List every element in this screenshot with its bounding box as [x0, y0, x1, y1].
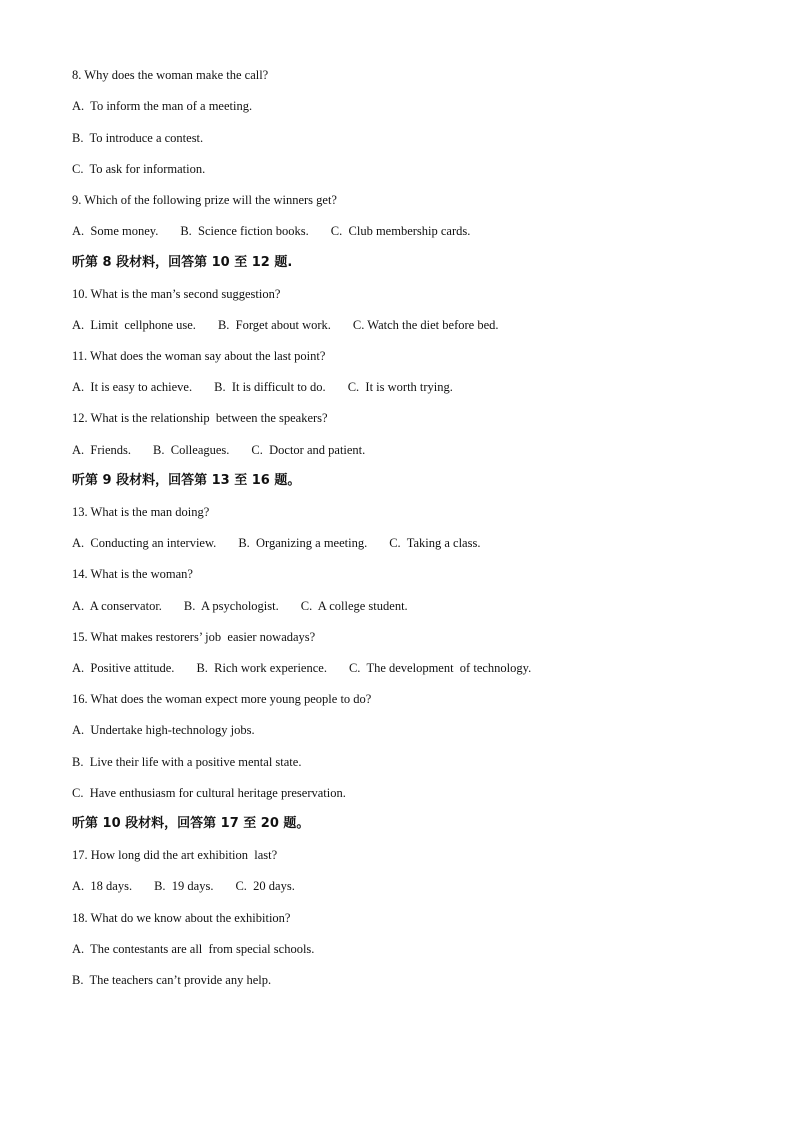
option-row: [72, 659, 531, 677]
option-row: [72, 316, 499, 334]
question-line: 13. What is the man doing?: [72, 505, 210, 519]
question-line: B. To introduce a contest.: [72, 131, 204, 145]
option-text: B. It is difficult to do.: [214, 380, 326, 394]
option-text: B. Organizing a meeting.: [238, 536, 368, 550]
option-text: A. Conducting an interview.: [72, 536, 217, 550]
option-text: B. Science fiction books.: [180, 224, 309, 238]
section-heading: 听第 8 段材料，回答第 10 至 12 题.: [72, 255, 293, 270]
question-line: 11. What does the woman say about the last point?: [72, 349, 326, 363]
option-text: B. Forget about work.: [217, 318, 331, 332]
option-row: [72, 597, 408, 615]
option-row: [72, 222, 470, 240]
question-line: C. To ask for information.: [72, 162, 206, 176]
option-text: B. 19 days.: [154, 879, 214, 893]
question-line: 14. What is the woman?: [72, 567, 193, 581]
option-text: C. Taking a class.: [389, 536, 481, 550]
question-line: 15. What makes restorers’ job easier nowadays?: [72, 630, 316, 644]
option-text: B. Rich work experience.: [196, 661, 327, 675]
option-text: C. 20 days.: [235, 879, 295, 893]
option-row: [72, 441, 365, 459]
option-text: B. Colleagues.: [153, 443, 230, 457]
question-line: 9. Which of the following prize will the winners get?: [72, 193, 337, 207]
question-line: B. The teachers can’t provide any help.: [72, 973, 272, 987]
question-line: 10. What is the man’s second suggestion?: [72, 287, 281, 301]
section-heading: 听第 10 段材料，回答第 17 至 20 题。: [72, 816, 310, 831]
option-text: C. Watch the diet before bed.: [352, 318, 499, 332]
option-row: [72, 378, 453, 396]
option-text: A. It is easy to achieve.: [72, 380, 193, 394]
option-text: A. Positive attitude.: [72, 661, 175, 675]
question-line: C. Have enthusiasm for cultural heritage preservation.: [72, 786, 346, 800]
question-line: 17. How long did the art exhibition last?: [72, 848, 278, 862]
question-line: A. The contestants are all from special schools.: [72, 942, 315, 956]
option-row: [72, 877, 295, 895]
option-text: A. Friends.: [72, 443, 132, 457]
option-text: A. Some money.: [72, 224, 159, 238]
question-line: 18. What do we know about the exhibition?: [72, 911, 291, 925]
question-line: A. To inform the man of a meeting.: [72, 99, 253, 113]
question-line: 16. What does the woman expect more young people to do?: [72, 692, 372, 706]
option-text: B. A psychologist.: [183, 599, 279, 613]
option-text: A. Limit cellphone use.: [72, 318, 196, 332]
question-line: 12. What is the relationship between the speakers?: [72, 411, 328, 425]
option-text: C. Doctor and patient.: [251, 443, 366, 457]
option-text: C. A college student.: [300, 599, 408, 613]
option-text: C. The development of technology.: [348, 661, 532, 675]
section-heading: 听第 9 段材料，回答第 13 至 16 题。: [72, 473, 301, 488]
option-row: [72, 534, 480, 552]
question-line: A. Undertake high-technology jobs.: [72, 723, 255, 737]
option-text: C. Club membership cards.: [330, 224, 471, 238]
question-line: B. Live their life with a positive mental state.: [72, 755, 302, 769]
option-text: A. 18 days.: [72, 879, 133, 893]
option-text: A. A conservator.: [72, 599, 162, 613]
question-line: 8. Why does the woman make the call?: [72, 68, 269, 82]
option-text: C. It is worth trying.: [347, 380, 453, 394]
